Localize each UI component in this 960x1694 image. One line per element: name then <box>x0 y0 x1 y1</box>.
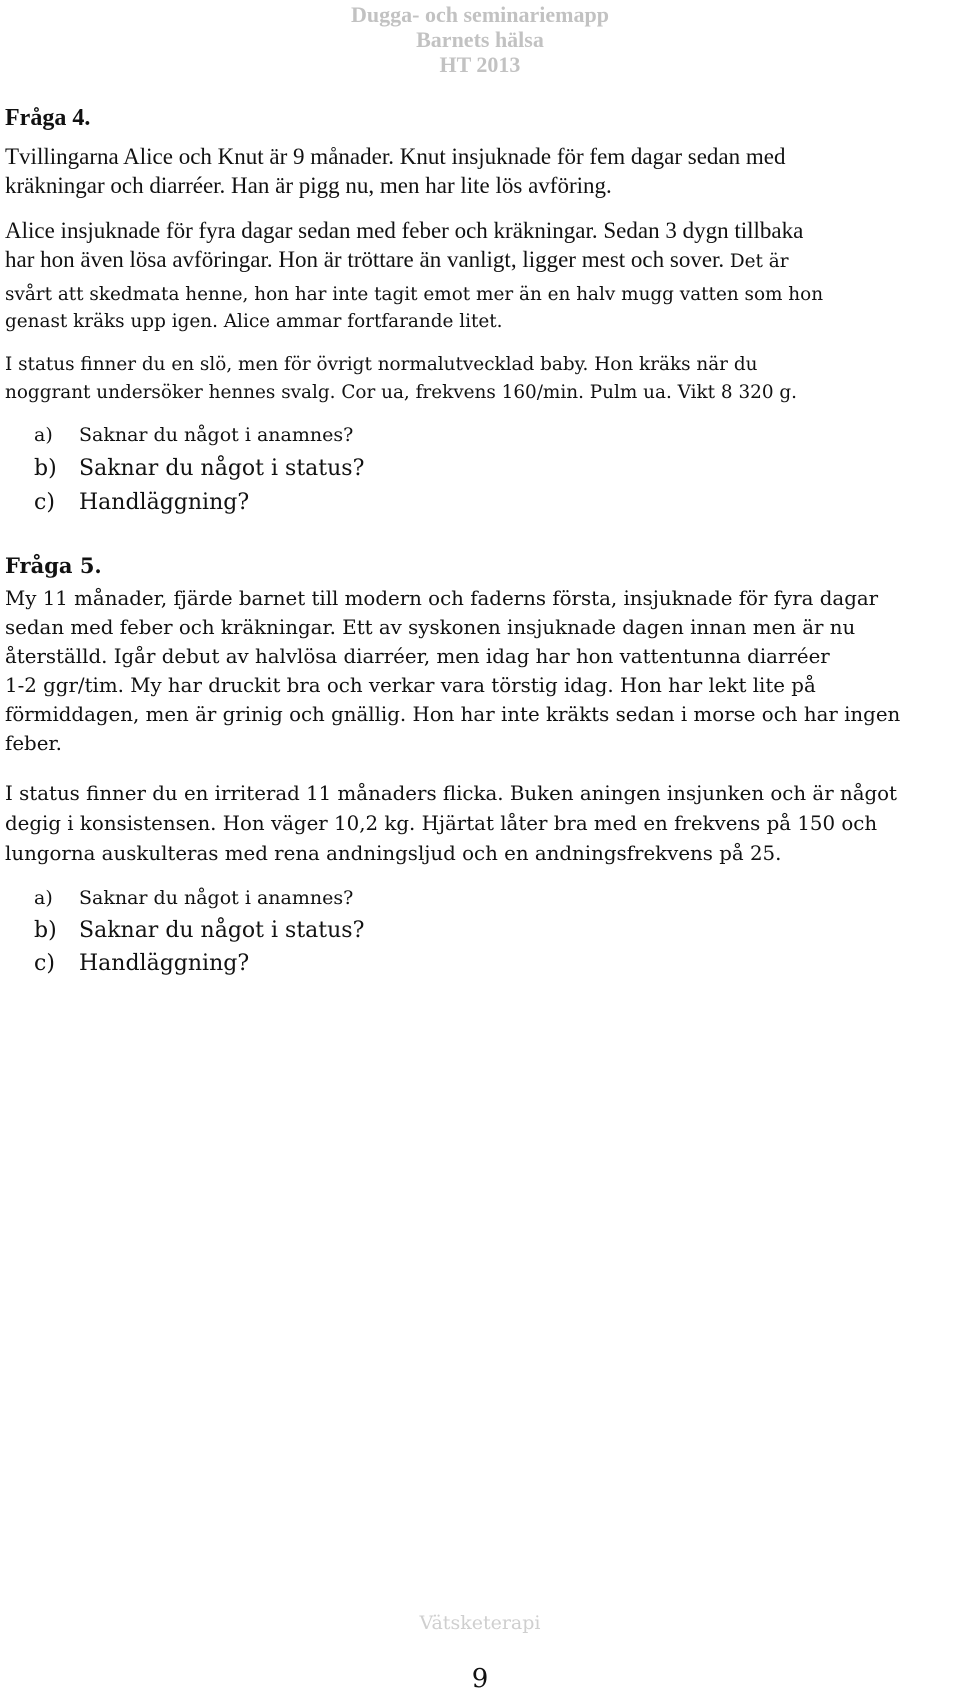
text-line: degig i konsistensen. Hon väger 10,2 kg. Hjärtat låter bra med en frekvens på 150 och <box>5 812 878 835</box>
item-label: b) <box>34 918 57 943</box>
question-5-heading: Fråga 5. <box>5 553 102 578</box>
text-line: noggrant undersöker hennes svalg. Cor ua, frekvens 160/min. Pulm ua. Vikt 8 320 g. <box>5 382 798 403</box>
question-5-item-a <box>34 887 353 909</box>
text-line: genast kräks upp igen. Alice ammar fortfarande litet. <box>5 311 503 332</box>
text-line: Alice insjuknade för fyra dagar sedan med feber och kräkningar. Sedan 3 dygn tillbaka <box>5 218 804 243</box>
text-line: Tvillingarna Alice och Knut är 9 månader. Knut insjuknade för fem dagar sedan med <box>5 144 786 169</box>
text-line: I status finner du en irriterad 11 månaders flicka. Buken aningen insjunken och är något <box>5 782 898 805</box>
item-label: b) <box>34 456 57 481</box>
text-line: återställd. Igår debut av halvlösa diarréer, men idag har hon vattentunna diarréer <box>5 645 830 668</box>
question-5-item-c <box>34 951 249 976</box>
item-label: c) <box>34 490 55 515</box>
question-5-item-b <box>34 918 364 943</box>
text-line: 1-2 ggr/tim. My har druckit bra och verkar vara törstig idag. Hon har lekt lite på <box>5 674 816 697</box>
text-line: I status finner du en slö, men för övrigt normalutvecklad baby. Hon kräks när du <box>5 354 758 375</box>
item-label: c) <box>34 951 55 976</box>
item-text: Saknar du något i anamnes? <box>79 424 354 446</box>
text-line: lungorna auskulteras med rena andningsljud och en andningsfrekvens på 25. <box>5 842 782 865</box>
item-text: Handläggning? <box>79 490 250 515</box>
page-number: 9 <box>471 1664 489 1694</box>
text-line: kräkningar och diarréer. Han är pigg nu, men har lite lös avföring. <box>5 173 612 198</box>
header-subtitle: Barnets hälsa <box>416 27 544 52</box>
text-line: feber. <box>5 732 62 755</box>
item-text: Handläggning? <box>79 951 250 976</box>
item-text: Saknar du något i status? <box>79 918 365 943</box>
text-fragment: Det är <box>729 251 789 272</box>
text-line: sedan med feber och kräkningar. Ett av syskonen insjuknade dagen innan men är nu <box>5 616 856 639</box>
question-4-heading: Fråga 4. <box>5 105 91 131</box>
header-term: HT 2013 <box>439 52 521 77</box>
text-line: förmiddagen, men är grinig och gnällig. Hon har inte kräkts sedan i morse och har ingen <box>5 703 901 726</box>
text-line: My 11 månader, fjärde barnet till modern och faderns första, insjuknade för fyra dagar <box>5 587 879 610</box>
header-title: Dugga- och seminariemapp <box>351 2 609 27</box>
item-text: Saknar du något i status? <box>79 456 365 481</box>
item-label: a) <box>34 887 53 909</box>
item-label: a) <box>34 424 53 446</box>
item-text: Saknar du något i anamnes? <box>79 887 354 909</box>
text-line: har hon även lösa avföringar. Hon är tröttare än vanligt, ligger mest och sover. Det är <box>5 247 789 272</box>
page-footer: Vätsketerapi <box>419 1612 541 1634</box>
text-line: svårt att skedmata henne, hon har inte tagit emot mer än en halv mugg vatten som hon <box>5 284 824 305</box>
